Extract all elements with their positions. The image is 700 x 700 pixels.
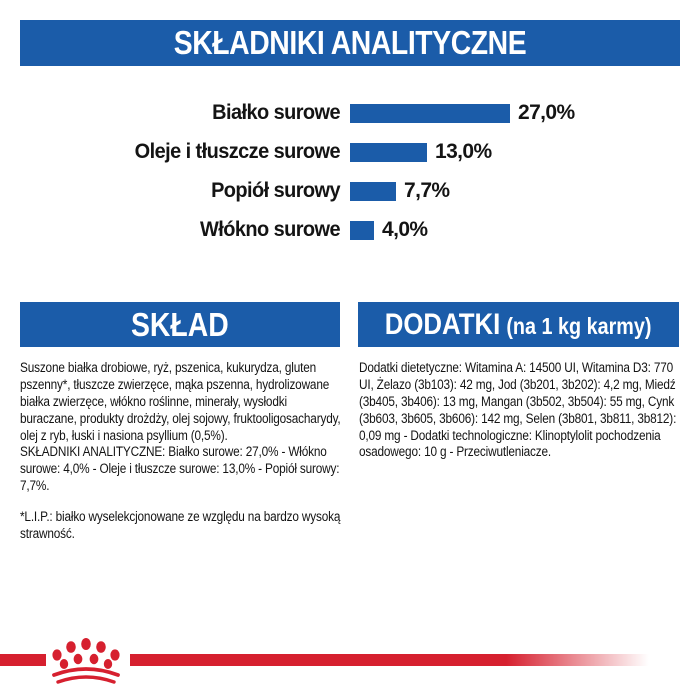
royal-canin-crown-icon (48, 636, 124, 684)
additives-paragraph: Dodatki dietetyczne: Witamina A: 14500 UI, Witamina D3: 770 UI, Żelazo (3b103): 42 mg, Jod (3b201, 3b202): 4,2 mg, Miedź (3b405, 3b406): 13 mg, Mangan (3b502, 3b504): 55 mg, Cynk (3b603, 3b605, 3b606): 142 mg, Selen (3b801, 3b811, 3b812): 0,09 mg - Dodatki technologiczne: Klinoptylolit pochodzenia osadowego: 10 g - Przeciwutleniacze. (359, 360, 677, 460)
additives-title-wrap (385, 308, 652, 342)
analytical-summary-paragraph: SKŁADNIKI ANALITYCZNE: Białko surowe: 27,0% - Włókno surowe: 4,0% - Oleje i tłuszcze surowe: 13,0% - Popiół surowy: 7,7%. (20, 444, 340, 494)
additives-banner (358, 302, 679, 347)
bar-label: Oleje i tłuszcze surowe (134, 140, 340, 163)
bar-label: Włókno surowe (199, 218, 340, 241)
bar (350, 143, 427, 162)
footer-red-bar-left (0, 654, 46, 666)
ingredients-paragraph: Suszone białka drobiowe, ryż, pszenica, kukurydza, gluten pszenny*, tłuszcze zwierzęce, mąka pszenna, hydrolizowane białka zwierzęce, włókno roślinne, minerały, wysłodki buraczane, produkty drożdży, olej sojowy, fruktooligosacharydy, olej z ryb, łuski i nasiona psyllium (0,5%). (20, 360, 341, 443)
bar-label: Białko surowe (212, 101, 340, 124)
bar-label: Popiół surowy (211, 179, 340, 202)
bar-value: 13,0% (435, 140, 492, 163)
chart-row (0, 220, 700, 240)
chart-row (0, 103, 700, 123)
additives-title: DODATKI (385, 307, 501, 341)
bar (350, 182, 396, 201)
composition-text-column (20, 360, 342, 543)
composition-banner (20, 302, 340, 347)
lip-footnote: *L.I.P.: białko wyselekcjonowane ze względu na bardzo wysoką strawność. (20, 509, 341, 541)
analytical-constituents-chart (0, 103, 700, 259)
bar-value: 4,0% (382, 218, 428, 241)
chart-row (0, 181, 700, 201)
bar-value: 7,7% (404, 179, 450, 202)
additives-subtitle: (na 1 kg karmy) (506, 312, 652, 339)
additives-text-column (359, 360, 681, 461)
composition-title: SKŁAD (131, 305, 229, 343)
footer-red-bar-right (130, 654, 700, 666)
bar (350, 221, 374, 240)
page-title: SKŁADNIKI ANALITYCZNE (173, 24, 527, 61)
chart-row (0, 142, 700, 162)
bar (350, 104, 510, 123)
analytical-constituents-banner (20, 20, 680, 66)
bar-value: 27,0% (518, 101, 575, 124)
